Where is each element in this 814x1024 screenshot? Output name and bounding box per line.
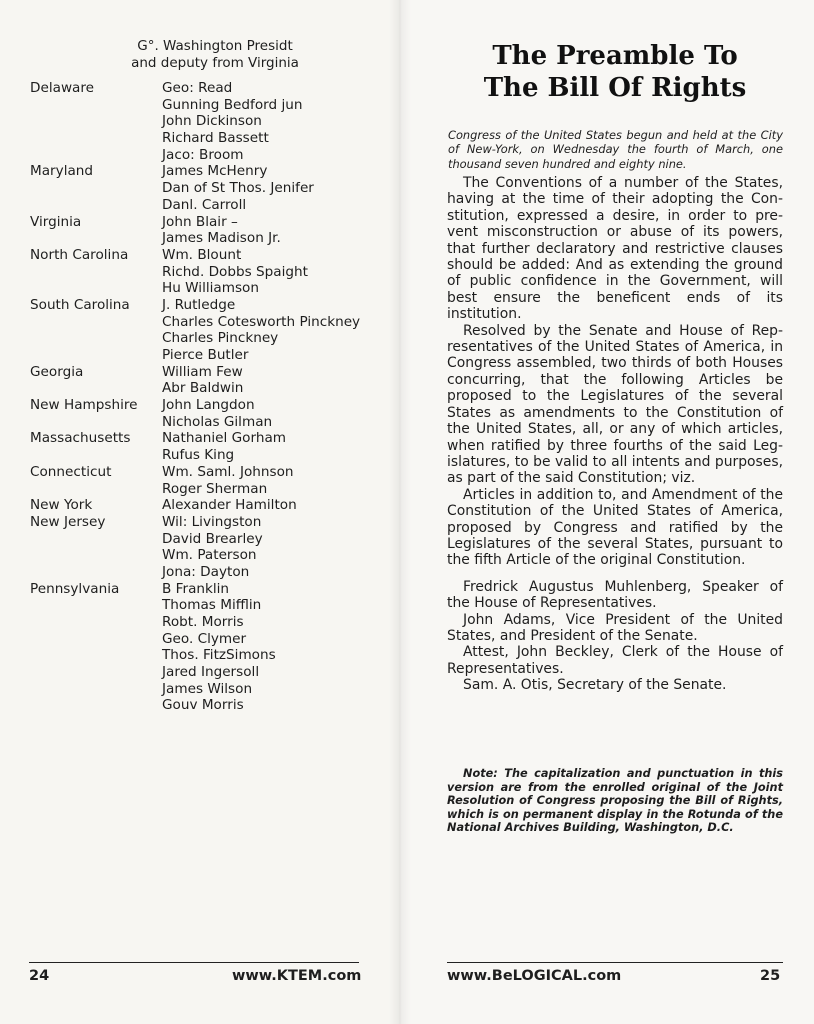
signer-name: Charles Cotesworth Pinckney — [162, 313, 361, 330]
signer-row — [30, 397, 360, 414]
signer-row — [30, 347, 360, 364]
signer-row — [30, 647, 360, 664]
header-line-1: G°. Washington Presidt — [137, 38, 293, 54]
signer-state: Pennsylvania — [30, 580, 120, 597]
signer-state — [30, 380, 162, 397]
signer-state: Georgia — [30, 363, 84, 380]
signatory-secretary: Sam. A. Otis, Secretary of the Senate. — [463, 677, 727, 694]
signer-name: Charles Pinckney — [162, 330, 279, 347]
signatory-vice-president: John Adams, Vice President of the United States, and President of the Senate. — [447, 611, 783, 644]
header-line-2: and deputy from Virginia — [131, 55, 299, 71]
signer-row — [30, 314, 360, 331]
signer-state — [30, 614, 162, 631]
signer-name: Robt. Morris — [162, 614, 244, 630]
signer-name: Wm. Blount — [162, 246, 242, 263]
signer-state — [30, 314, 162, 331]
signers-header — [100, 38, 330, 72]
page-title — [455, 40, 775, 104]
signer-name: Danl. Carroll — [162, 196, 247, 213]
intro-text: Congress of the United States begun and held at the City of New-York, on Wednesday the fourth of March, one thousand seven hundred and eighty nine. — [448, 128, 783, 171]
signer-state: New Hampshire — [30, 397, 138, 414]
signer-name: Wm. Paterson — [162, 547, 257, 564]
signer-row — [30, 80, 360, 97]
signer-state: Maryland — [30, 163, 94, 180]
paragraph-conventions: The Conventions of a number of the States, having at the time of their adopting the Constitution, expressed a desire, in order to prevent misconstruction or abuse of its powers, that further declaratory and restrictive clauses should be added: And as extending the ground of public confidence in the Government, will best ensure the beneficent ends of its institution. — [447, 175, 783, 323]
signer-name: Geo: Read — [162, 80, 233, 96]
signer-state — [30, 97, 162, 114]
signer-name: Roger Sherman — [162, 480, 268, 497]
signer-name: Wm. Saml. Johnson — [162, 463, 294, 480]
signer-row — [30, 147, 360, 164]
signer-row — [30, 464, 360, 481]
paragraph-articles: Articles in addition to, and Amendment of the Constitution of the United States of America, proposed by Congress and ratified by the Legislatures of the several States, pursuant to the fifth Article of the original Constitution. — [447, 486, 783, 569]
signer-state — [30, 531, 162, 548]
signer-name: David Brearley — [162, 530, 263, 547]
signer-name: Jared Ingersoll — [162, 664, 260, 681]
signer-state: New Jersey — [30, 513, 106, 530]
signer-row — [30, 130, 360, 147]
signer-name: Pierce Butler — [162, 347, 249, 363]
signer-name: Gunning Bedford jun — [162, 96, 303, 113]
signer-row — [30, 197, 360, 214]
signer-state — [30, 597, 162, 614]
signer-row — [30, 113, 360, 130]
signer-state — [30, 280, 162, 297]
title-line-2: The Bill Of Rights — [483, 73, 747, 103]
signer-name: Wil: Livingston — [162, 513, 262, 530]
signatory-clerk: Attest, John Beckley, Clerk of the House of Representatives. — [447, 644, 783, 677]
signer-state — [30, 230, 162, 247]
signer-state — [30, 347, 162, 364]
signer-row — [30, 447, 360, 464]
signer-row — [30, 531, 360, 548]
signer-state — [30, 147, 162, 164]
signer-name: Richard Bassett — [162, 130, 269, 147]
signer-state — [30, 647, 162, 664]
signer-row — [30, 364, 360, 381]
signer-name: William Few — [162, 363, 243, 380]
right-footer-url: www.BeLOGICAL.com — [447, 968, 622, 984]
signer-name: James Wilson — [162, 680, 253, 697]
signer-name: J. Rutledge — [162, 296, 236, 313]
signer-state: North Carolina — [30, 246, 129, 263]
signer-state — [30, 447, 162, 464]
signer-name: John Blair – — [162, 213, 238, 230]
preamble-body — [447, 175, 783, 694]
signer-name: Dan of St Thos. Jenifer — [162, 180, 314, 197]
signer-name: Jona: Dayton — [162, 563, 250, 580]
left-footer-url: www.KTEM.com — [232, 968, 362, 984]
left-page-number: 24 — [29, 968, 50, 984]
signer-state: Virginia — [30, 213, 82, 230]
signer-row — [30, 614, 360, 631]
signer-name: Richd. Dobbs Spaight — [162, 263, 308, 280]
signer-state: South Carolina — [30, 296, 130, 313]
signer-row — [30, 97, 360, 114]
signatory-speaker: Fredrick Augustus Muhlenberg, Speaker of the House of Representatives. — [447, 578, 783, 612]
signer-row — [30, 581, 360, 598]
signer-row — [30, 514, 360, 531]
signer-state — [30, 681, 162, 698]
signer-row — [30, 481, 360, 498]
signer-name: Jaco: Broom — [162, 146, 244, 163]
signer-name: Alexander Hamilton — [162, 497, 297, 514]
paragraph-resolved: Resolved by the Senate and House of Representatives of the United States of America, in Congress assembled, two thirds of both Houses concurring, that the following Articles be proposed to the Legislatures of the several States as amendments to the Constitution of the United States, all, or any of which articles, when ratified by three fourths of the said Legislatures, to be valid to all intents and purposes, as part of the said Constitution; viz. — [447, 322, 783, 487]
signer-row — [30, 547, 360, 564]
signer-name: Nicholas Gilman — [162, 413, 273, 430]
signer-state — [30, 664, 162, 681]
signer-state: Connecticut — [30, 463, 112, 480]
right-footer-rule — [447, 962, 783, 963]
signer-row — [30, 697, 360, 714]
signer-row — [30, 247, 360, 264]
signer-state — [30, 197, 162, 214]
signer-state — [30, 564, 162, 581]
signer-row — [30, 681, 360, 698]
signer-row — [30, 597, 360, 614]
signer-name: B Franklin — [162, 580, 230, 597]
signer-row — [30, 330, 360, 347]
signer-row — [30, 280, 360, 297]
signer-name: Thomas Mifflin — [162, 597, 262, 614]
signer-name: Abr Baldwin — [162, 380, 244, 397]
signer-row — [30, 180, 360, 197]
signer-state — [30, 547, 162, 564]
signer-row — [30, 230, 360, 247]
signer-row — [30, 664, 360, 681]
signer-state — [30, 481, 162, 498]
signer-name: John Langdon — [162, 397, 255, 414]
signer-state — [30, 180, 162, 197]
signer-row — [30, 380, 360, 397]
signer-row — [30, 497, 360, 514]
signer-state — [30, 330, 162, 347]
signer-state — [30, 697, 162, 714]
signer-row — [30, 214, 360, 231]
signer-row — [30, 264, 360, 281]
signer-state — [30, 130, 162, 147]
signer-state: Delaware — [30, 80, 95, 96]
signer-row — [30, 430, 360, 447]
signer-state — [30, 113, 162, 130]
signers-table — [30, 80, 360, 714]
book-gutter — [389, 0, 411, 1024]
right-page-number: 25 — [760, 968, 781, 984]
signer-name: James McHenry — [162, 163, 268, 180]
signer-name: James Madison Jr. — [162, 230, 281, 247]
signer-name: Geo. Clymer — [162, 630, 247, 647]
signer-state — [30, 631, 162, 648]
signer-name: John Dickinson — [162, 113, 262, 130]
signer-row — [30, 297, 360, 314]
signer-state — [30, 264, 162, 281]
signer-state: New York — [30, 497, 93, 514]
signer-name: Hu Williamson — [162, 280, 259, 297]
signer-name: Nathaniel Gorham — [162, 430, 287, 447]
note-text: Note: The capitalization and punctuation in this version are from the enrolled original of the Joint Resolution of Congress proposing the Bill of Rights, which is on permanent display in the Rotunda of the National Archives Building, Washington, D.C. — [447, 767, 783, 835]
signer-state: Massachusetts — [30, 430, 131, 447]
signer-name: Rufus King — [162, 447, 235, 464]
left-footer-rule — [29, 962, 359, 963]
signer-state — [30, 414, 162, 431]
signer-row — [30, 163, 360, 180]
signer-row — [30, 414, 360, 431]
signer-name: Thos. FitzSimons — [162, 647, 276, 664]
signer-row — [30, 631, 360, 648]
signer-name: Gouv Morris — [162, 697, 244, 714]
signer-row — [30, 564, 360, 581]
title-line-1: The Preamble To — [492, 41, 738, 71]
